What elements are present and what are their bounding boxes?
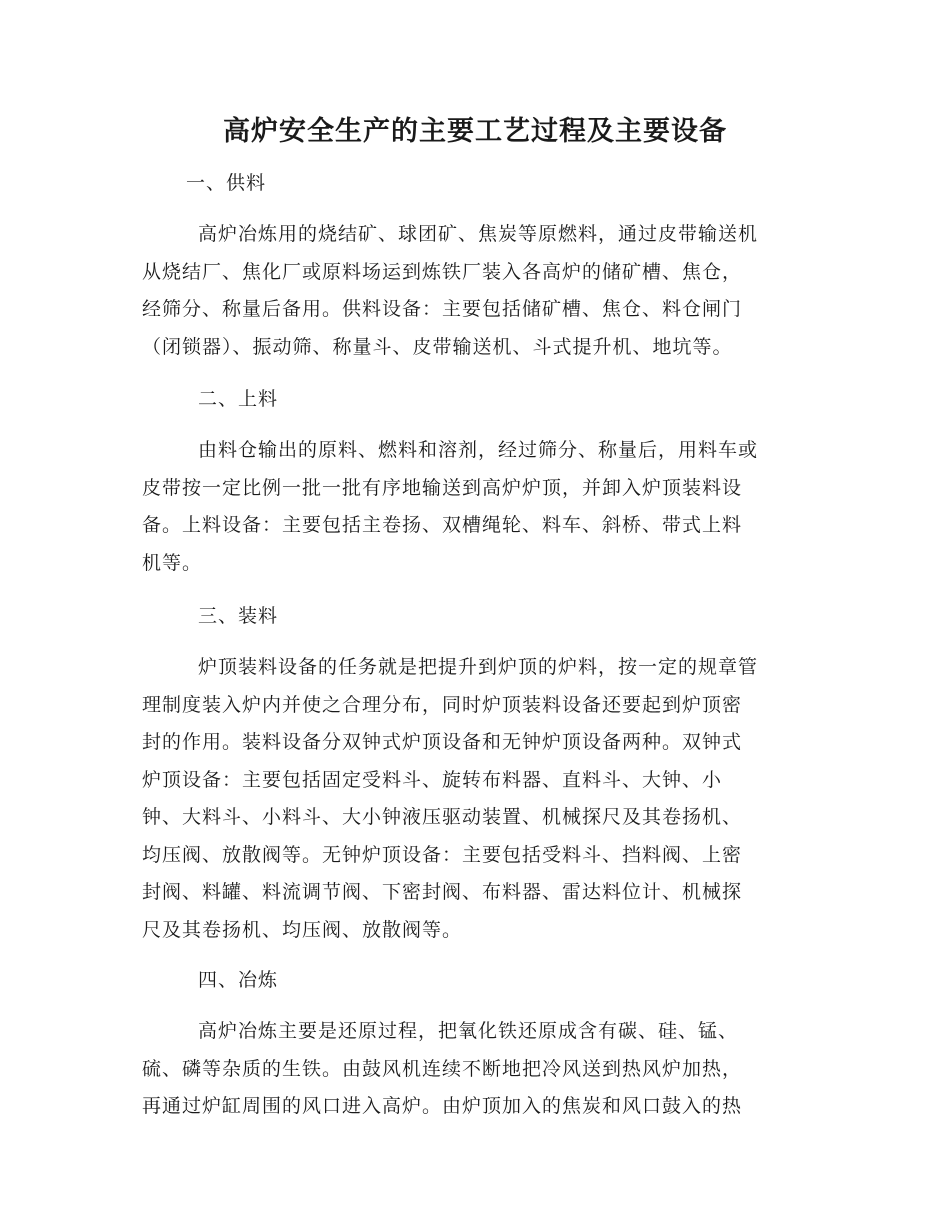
section-heading-charging: 二、上料	[198, 388, 279, 410]
paragraph-line: （闭锁器）、振动筛、称量斗、皮带输送机、斗式提升机、地坑等。	[142, 335, 733, 358]
paragraph-line: 从烧结厂、焦化厂或原料场运到炼铁厂装入各高炉的储矿槽、焦仓，	[142, 260, 743, 283]
paragraph-line: 封的作用。装料设备分双钟式炉顶设备和无钟炉顶设备两种。双钟式	[142, 731, 743, 753]
paragraph-line: 炉顶设备：主要包括固定受料斗、旋转布料器、直料斗、大钟、小	[142, 768, 723, 791]
paragraph-line: 硫、磷等杂质的生铁。由鼓风机连续不断地把冷风送到热风炉加热，	[142, 1057, 743, 1080]
paragraph-line: 高炉冶炼用的烧结矿、球团矿、焦炭等原燃料，通过皮带输送机	[198, 223, 759, 245]
paragraph-line: 封阀、料罐、料流调节阀、下密封阀、布料器、雷达料位计、机械探	[142, 881, 743, 903]
paragraph-line: 机等。	[142, 551, 203, 574]
section-heading-loading: 三、装料	[198, 605, 279, 627]
paragraph-line: 经筛分、称量后备用。供料设备：主要包括储矿槽、焦仓、料仓闸门	[142, 298, 743, 320]
paragraph-line: 均压阀、放散阀等。无钟炉顶设备：主要包括受料斗、挡料阀、上密	[142, 843, 743, 866]
document-title: 高炉安全生产的主要工艺过程及主要设备	[223, 116, 727, 147]
section-paragraph-supply	[142, 216, 802, 366]
paragraph-line: 再通过炉缸周围的风口进入高炉。由炉顶加入的焦炭和风口鼓入的热	[142, 1095, 743, 1117]
section-paragraph-smelting	[142, 1013, 802, 1126]
paragraph-line: 由料仓输出的原料、燃料和溶剂，经过筛分、称量后，用料车或	[198, 439, 759, 461]
paragraph-line: 高炉冶炼主要是还原过程，把氧化铁还原成含有碳、硅、锰、	[198, 1020, 739, 1042]
paragraph-line: 尺及其卷扬机、均压阀、放散阀等。	[142, 918, 463, 941]
section-paragraph-charging	[142, 432, 802, 582]
paragraph-line: 理制度装入炉内并使之合理分布，同时炉顶装料设备还要起到炉顶密	[142, 693, 743, 716]
paragraph-line: 炉顶装料设备的任务就是把提升到炉顶的炉料，按一定的规章管	[198, 656, 759, 678]
section-heading-smelting: 四、冶炼	[198, 969, 279, 991]
section-heading-supply: 一、供料	[186, 172, 267, 194]
paragraph-line: 皮带按一定比例一批一批有序地输送到高炉炉顶，并卸入炉顶装料设	[142, 476, 743, 499]
paragraph-line: 钟、大料斗、小料斗、大小钟液压驱动装置、机械探尺及其卷扬机、	[142, 806, 743, 828]
section-paragraph-loading	[142, 649, 802, 949]
paragraph-line: 备。上料设备：主要包括主卷扬、双槽绳轮、料车、斜桥、带式上料	[142, 514, 743, 536]
